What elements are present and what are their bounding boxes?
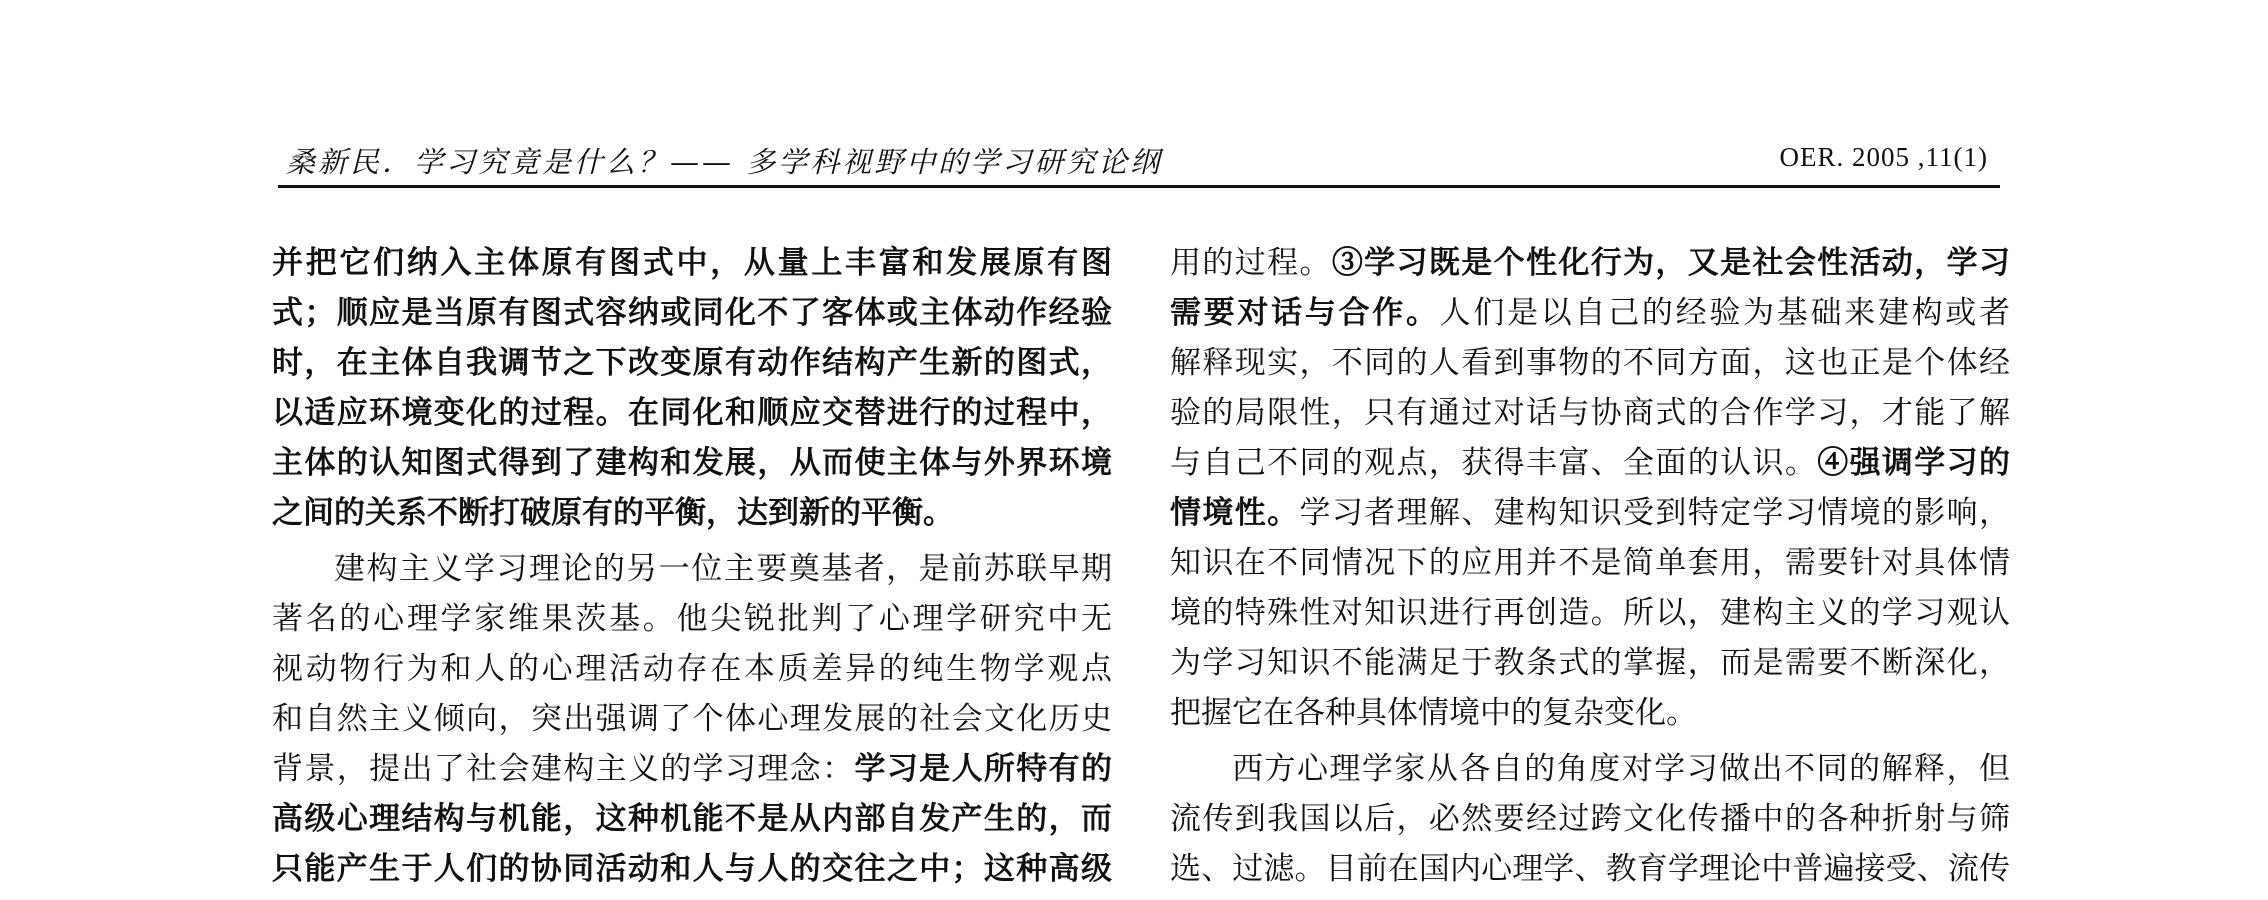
- text-line: 西方心理学家从各自的角度对学习做出不同的解释，但: [1232, 751, 2010, 787]
- emphasis-text: ③学习既是个性化行为，又是社会性活动，学习: [1331, 245, 2010, 281]
- text-segment: 背景，提出了社会建构主义的学习理念：: [272, 751, 855, 787]
- emphasis-text: 情境性。: [1170, 495, 1300, 531]
- text-line: 把握它在各种具体情境中的复杂变化。: [1170, 695, 1697, 731]
- paragraph-vygotsky: [272, 544, 1112, 894]
- emphasis-text: 需要对话与合作。: [1170, 295, 1440, 331]
- text-line: 并把它们纳入主体原有图式中，从量上丰富和发展原有图: [272, 245, 1112, 281]
- text-line: [1170, 438, 2010, 488]
- text-line: 时，在主体自我调节之下改变原有动作结构产生新的图式，: [272, 345, 1112, 381]
- paragraph-western-psychologists: [1170, 744, 2010, 894]
- text-line: 和自然主义倾向，突出强调了个体心理发展的社会文化历史: [272, 701, 1112, 737]
- text-line: 之间的关系不断打破原有的平衡，达到新的平衡。: [272, 495, 954, 531]
- journal-citation: OER. 2005 ,11(1): [1779, 142, 1988, 172]
- text-line: 建构主义学习理论的另一位主要奠基者，是前苏联早期: [334, 551, 1112, 587]
- header-rule: [278, 185, 2000, 188]
- text-line: [1170, 238, 2010, 288]
- text-line: 主体的认知图式得到了建构和发展，从而使主体与外界环境: [272, 445, 1112, 481]
- emphasis-text: ④强调学习的: [1817, 445, 2010, 481]
- text-line: 只能产生于人们的协同活动和人与人的交往之中；这种高级: [272, 851, 1112, 887]
- text-line: [272, 744, 1112, 794]
- text-segment: 人们是以自己的经验为基础来建构或者: [1439, 295, 2010, 331]
- text-line: 高级心理结构与机能，这种机能不是从内部自发产生的，而: [272, 801, 1112, 837]
- emphasis-text: 学习是人所特有的: [854, 751, 1112, 787]
- text-line: 验的局限性，只有通过对话与协商式的合作学习，才能了解: [1170, 395, 2010, 431]
- text-segment: 学习者理解、建构知识受到特定学习情境的影响，: [1299, 495, 2010, 531]
- running-header-title: 桑新民．学习究竟是什么？—— 多学科视野中的学习研究论纲: [286, 145, 1163, 179]
- paragraph-constructivism-points: [1170, 238, 2010, 738]
- text-line: [1170, 288, 2010, 338]
- text-segment: 用的过程。: [1170, 245, 1332, 281]
- text-segment: 与自己不同的观点，获得丰富、全面的认识。: [1170, 445, 1818, 481]
- text-line: 著名的心理学家维果茨基。他尖锐批判了心理学研究中无: [272, 601, 1112, 637]
- text-line: 以适应环境变化的过程。在同化和顺应交替进行的过程中，: [272, 395, 1112, 431]
- text-line: 解释现实，不同的人看到事物的不同方面，这也正是个体经: [1170, 345, 2010, 381]
- running-header: [278, 136, 2000, 184]
- text-line: 式；顺应是当原有图式容纳或同化不了客体或主体动作经验: [272, 295, 1112, 331]
- text-line: 视动物行为和人的心理活动存在本质差异的纯生物学观点: [272, 651, 1112, 687]
- text-line: 为学习知识不能满足于教条式的掌握，而是需要不断深化，: [1170, 645, 2010, 681]
- text-line: 选、过滤。目前在国内心理学、教育学理论中普遍接受、流传: [1170, 851, 2010, 887]
- right-column: [1170, 238, 2010, 894]
- left-column: [272, 238, 1112, 894]
- text-line: 知识在不同情况下的应用并不是简单套用，需要针对具体情: [1170, 545, 2010, 581]
- text-line: 境的特殊性对知识进行再创造。所以，建构主义的学习观认: [1170, 595, 2010, 631]
- text-line: 流传到我国以后，必然要经过跨文化传播中的各种折射与筛: [1170, 801, 2010, 837]
- paragraph-assimilation-accommodation: [272, 238, 1112, 538]
- text-line: [1170, 488, 2010, 538]
